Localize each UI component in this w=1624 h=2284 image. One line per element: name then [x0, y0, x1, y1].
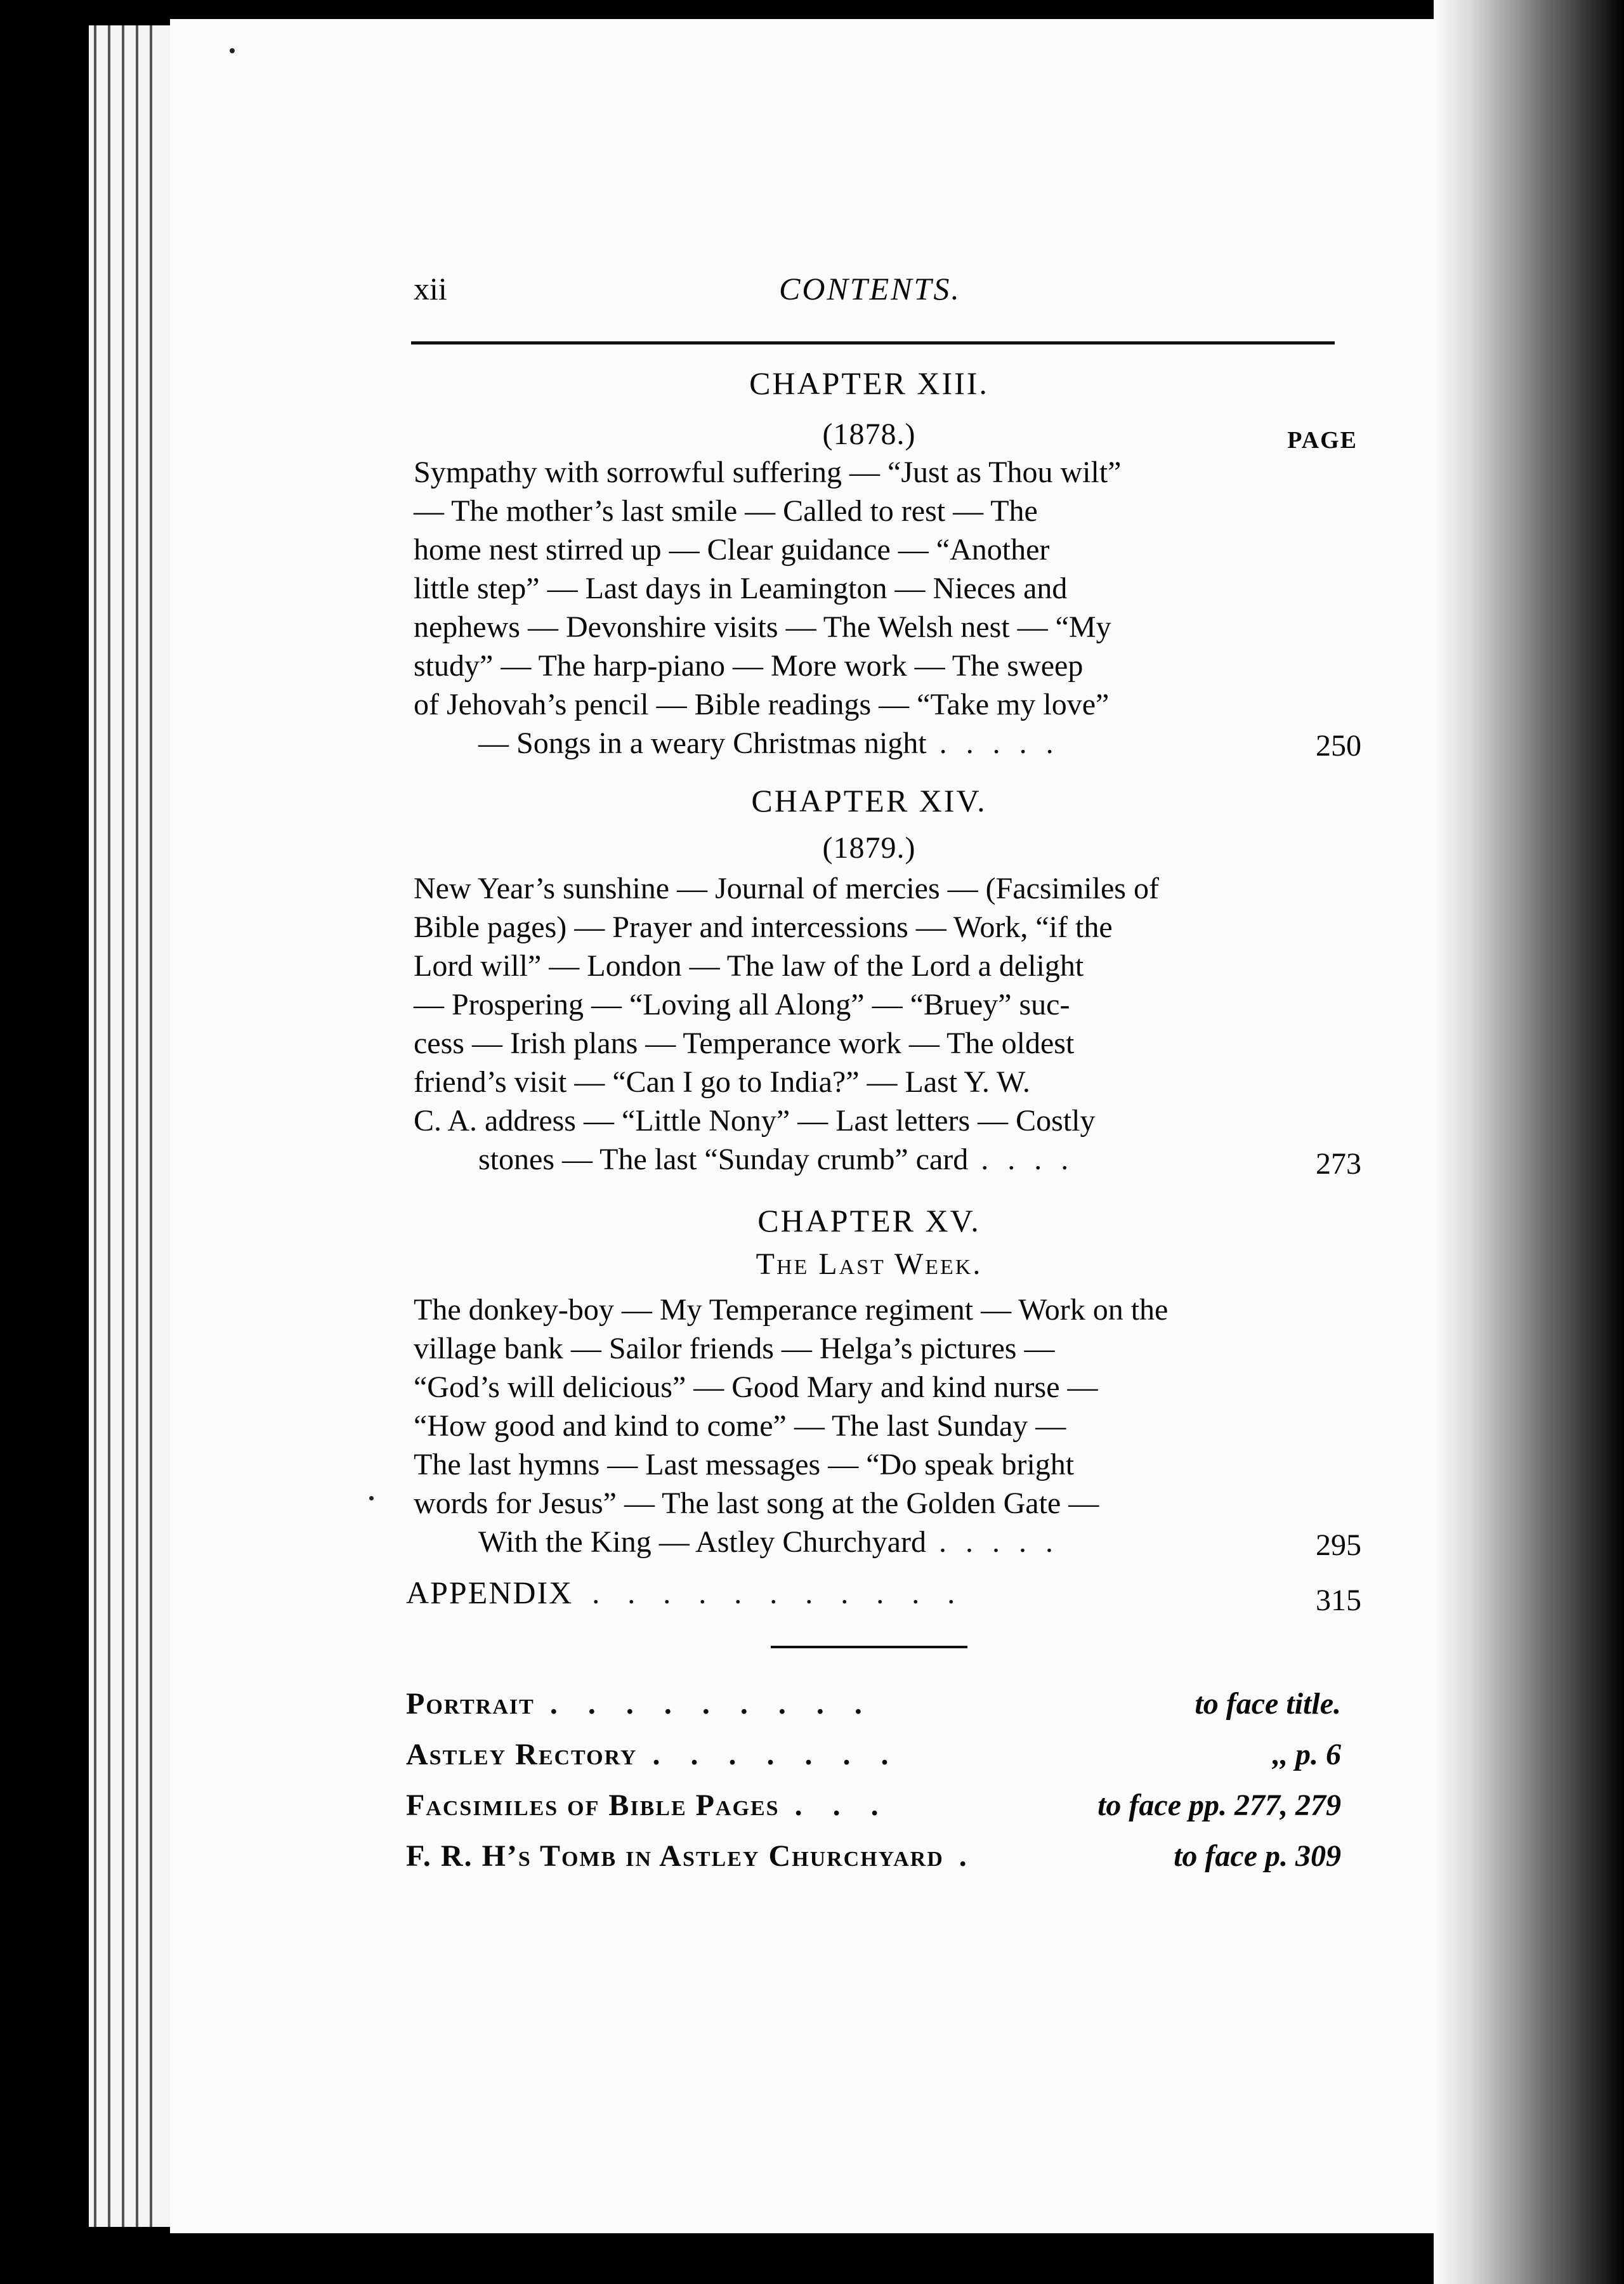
illustration-location: to face title. — [1195, 1687, 1341, 1721]
synopsis-line: words for Jesus” — The last song at the Golden Gate — — [414, 1487, 1099, 1520]
chapter-subtitle: The Last Week. — [756, 1247, 983, 1281]
illustration-title: Portrait — [406, 1687, 535, 1721]
illustration-title: Facsimiles of Bible Pages — [406, 1788, 780, 1822]
synopsis-line: friend’s visit — “Can I go to India?” — Last Y. W. — [414, 1065, 1030, 1099]
illustration-entry — [406, 1735, 1341, 1774]
running-header — [406, 270, 1332, 308]
leader-dots: ..... — [939, 726, 1073, 760]
synopsis-line-text: With the King — Astley Churchyard — [478, 1525, 926, 1559]
synopsis-line-text: — Songs in a weary Christmas night — [478, 726, 927, 760]
section-rule — [771, 1646, 967, 1648]
synopsis-line: Bible pages) — Prayer and intercessions — Work, “if the — [414, 910, 1113, 944]
leader-dots: ....... — [652, 1738, 919, 1771]
leader-dots: . — [959, 1839, 997, 1873]
page-number: 273 — [1316, 1147, 1361, 1181]
synopsis-line-text: stones — The last “Sunday crumb” card — [478, 1143, 969, 1176]
chapter-heading: CHAPTER XIII. — [749, 365, 989, 401]
synopsis-line: — Prospering — “Loving all Along” — “Bruey” suc- — [414, 988, 1070, 1021]
synopsis-line: nephews — Devonshire visits — The Welsh nest — “My — [414, 610, 1111, 644]
page-column-label: PAGE — [1287, 427, 1358, 454]
page-edges — [89, 25, 178, 2227]
page-number: 295 — [1316, 1528, 1361, 1562]
synopsis-line: “How good and kind to come” — The last Sunday — — [414, 1409, 1066, 1443]
illustration-location: to face p. 309 — [1174, 1839, 1341, 1873]
illustration-location: to face pp. 277, 279 — [1097, 1788, 1341, 1822]
illustration-entry — [406, 1684, 1341, 1723]
folio: xii — [414, 271, 447, 306]
synopsis-line: New Year’s sunshine — Journal of mercies — (Facsimiles of — [414, 872, 1159, 905]
illustration-title: F. R. H’s Tomb in Astley Churchyard — [406, 1839, 944, 1873]
leader-dots: ..... — [938, 1525, 1072, 1559]
synopsis-line: home nest stirred up — Clear guidance — “Another — [414, 533, 1050, 567]
page-number: 250 — [1316, 729, 1361, 763]
synopsis-line: village bank — Sailor friends — Helga’s pictures — — [414, 1332, 1055, 1365]
chapter-synopsis — [414, 453, 1270, 763]
spine-shadow — [1434, 0, 1624, 2284]
appendix-entry — [406, 1573, 1332, 1613]
synopsis-line: The last hymns — Last messages — “Do speak bright — [414, 1448, 1075, 1481]
synopsis-line: — The mother’s last smile — Called to rest — The — [414, 494, 1038, 528]
chapter-synopsis — [414, 869, 1270, 1179]
chapter-year: (1879.) — [822, 831, 916, 865]
leader-dots: .... — [981, 1143, 1088, 1176]
synopsis-line: “God’s will delicious” — Good Mary and kind nurse — — [414, 1370, 1098, 1404]
synopsis-line: Sympathy with sorrowful suffering — “Just as Thou wilt” — [414, 456, 1122, 489]
leader-dots: ........... — [592, 1577, 983, 1610]
synopsis-line — [478, 1523, 1270, 1561]
synopsis-line — [478, 724, 1270, 763]
synopsis-line: C. A. address — “Little Nony” — Last letters — Costly — [414, 1104, 1096, 1138]
synopsis-line: little step” — Last days in Leamington — Nieces and — [414, 572, 1068, 605]
appendix-label: APPENDIX — [406, 1575, 573, 1610]
illustration-entry — [406, 1837, 1341, 1875]
chapter-heading: CHAPTER XV. — [757, 1203, 981, 1238]
synopsis-line — [478, 1140, 1270, 1179]
header-rule — [411, 341, 1335, 345]
chapter-synopsis — [414, 1290, 1270, 1561]
running-title: CONTENTS. — [779, 271, 961, 306]
synopsis-line: Lord will” — London — The law of the Lord a delight — [414, 949, 1084, 983]
chapter-heading: CHAPTER XIV. — [751, 783, 987, 818]
illustration-location: ,, p. 6 — [1273, 1738, 1341, 1771]
page-number: 315 — [1316, 1584, 1361, 1617]
synopsis-line: of Jehovah’s pencil — Bible readings — “Take my love” — [414, 688, 1110, 721]
leader-dots: ......... — [549, 1687, 893, 1721]
illustration-title: Astley Rectory — [406, 1738, 638, 1771]
chapter-year: (1878.) — [822, 417, 916, 451]
synopsis-line: The donkey-boy — My Temperance regiment — Work on the — [414, 1293, 1169, 1327]
synopsis-line: cess — Irish plans — Temperance work — The oldest — [414, 1027, 1075, 1060]
leader-dots: ... — [794, 1788, 909, 1822]
synopsis-line: study” — The harp-piano — More work — The sweep — [414, 649, 1084, 683]
illustration-entry — [406, 1786, 1341, 1825]
speck — [369, 1496, 374, 1500]
speck — [230, 48, 235, 53]
